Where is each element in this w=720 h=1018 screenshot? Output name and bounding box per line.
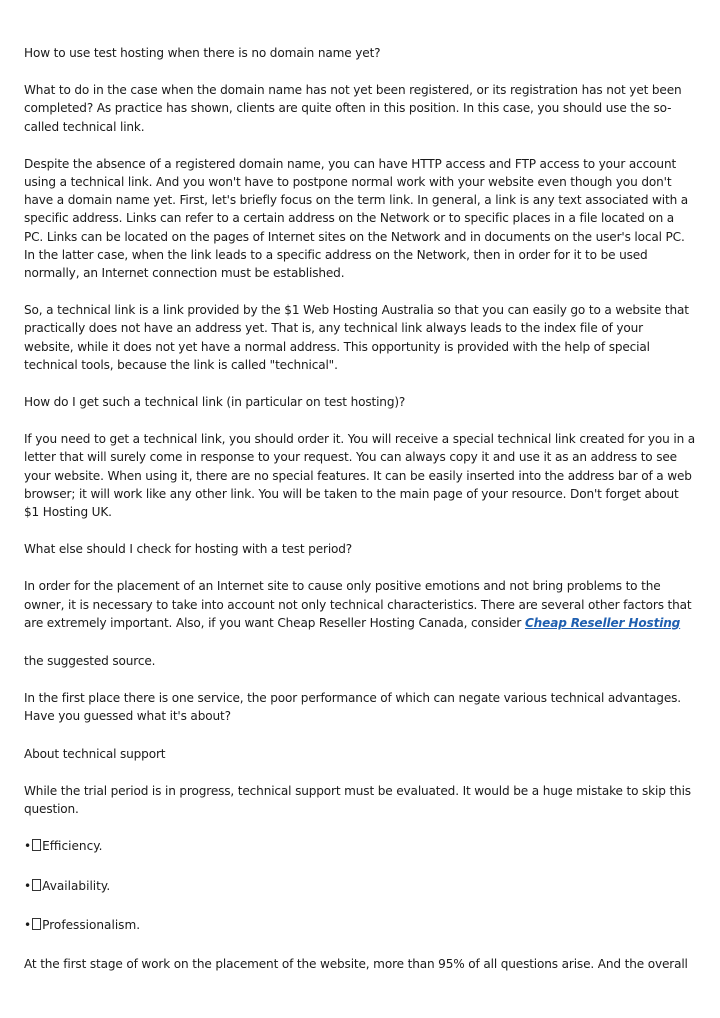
heading-get-technical-link: How do I get such a technical link (in particular on test hosting)? xyxy=(24,395,406,410)
missing-glyph-icon xyxy=(32,918,41,930)
bullet-dot-icon: • xyxy=(24,878,32,893)
paragraph-first-place-service: In the first place there is one service, the poor performance of which can negate various technical advantages. Have you guessed what it's about? xyxy=(24,691,681,724)
bullet-professionalism xyxy=(24,916,696,934)
bullet-availability xyxy=(24,877,696,895)
paragraph-technical-link-definition: So, a technical link is a link provided by the $1 Web Hosting Australia so that you can easily go to a website that practically does not have an address yet. That is, any technical link always leads to the index file of your website, while it does not yet have a normal address. This opportunity is provided with the help of special technical tools, because the link is called "technical". xyxy=(24,303,689,372)
paragraph-order-technical-link: If you need to get a technical link, you should order it. You will receive a special technical link created for you in a letter that will surely come in response to your request. You can always copy it and use it as an address to see your website. When using it, there are no special features. It can be easily inserted into the address bar of a web browser; it will work like any other link. You will be taken to the main page of your resource. Don't forget about $1 Hosting UK. xyxy=(24,432,696,520)
bullet-dot-icon: • xyxy=(24,917,32,932)
bullet-efficiency-label: Efficiency. xyxy=(42,839,103,854)
bullet-professionalism-label: Professionalism. xyxy=(42,917,141,932)
missing-glyph-icon xyxy=(32,839,41,851)
bullet-availability-label: Availability. xyxy=(42,878,111,893)
paragraph-positive-emotions xyxy=(24,577,696,632)
paragraph-domain-not-registered: What to do in the case when the domain name has not yet been registered, or its registration has not yet been completed? As practice has shown, clients are quite often in this position. In this case, you should use the so-called technical link. xyxy=(24,83,682,134)
heading-what-else-to-check: What else should I check for hosting with a test period? xyxy=(24,542,353,557)
paragraph-trial-period-support: While the trial period is in progress, technical support must be evaluated. It would be a huge mistake to skip this question. xyxy=(24,783,691,817)
paragraph-technical-link-access: Despite the absence of a registered domain name, you can have HTTP access and FTP access to your account using a technical link. And you won't have to postpone normal work with your website even though you don't have a domain name yet. First, let's briefly focus on the term link. In general, a link is any text associated with a specific address. Links can refer to a certain address on the Network or to specific places in a file located on a PC. Links can be located on the pages of Internet sites on the Network and in documents on the user's local PC. In the latter case, when the link leads to a specific address on the Network, then in order for it to be used normally, an Internet connection must be established. xyxy=(24,156,689,281)
paragraph-first-stage: At the first stage of work on the placement of the website, more than 95% of all questions arise. And the overall xyxy=(24,956,688,971)
heading-test-hosting: How to use test hosting when there is no domain name yet? xyxy=(24,46,381,60)
bullet-dot-icon: • xyxy=(24,839,32,854)
paragraph-suggested-source: the suggested source. xyxy=(24,654,156,669)
missing-glyph-icon xyxy=(32,879,41,891)
cheap-reseller-hosting-link[interactable]: Cheap Reseller Hosting xyxy=(524,615,681,630)
paragraph-positive-emotions-text: In order for the placement of an Internet site to cause only positive emotions and not bring problems to the owner, it is necessary to take into account not only technical characteristics. There are several other factors that are extremely important. Also, if you want Cheap Reseller Hosting Canada, consider xyxy=(24,579,692,630)
heading-technical-support: About technical support xyxy=(24,746,166,761)
bullet-efficiency xyxy=(24,837,696,855)
